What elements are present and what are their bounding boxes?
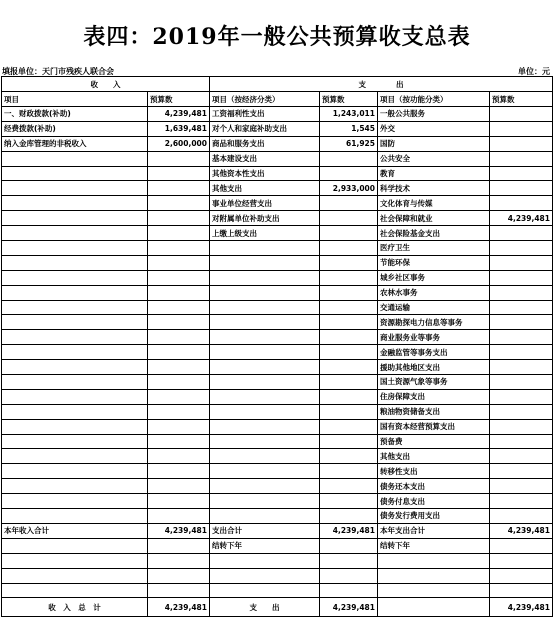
col-header-budget-func: 预算数 — [490, 92, 553, 107]
econ-item-cell — [210, 494, 320, 509]
income-item-cell — [2, 300, 148, 315]
func-amount-cell — [490, 255, 553, 270]
econ-item-cell: 支出合计 — [210, 523, 320, 538]
table-row — [2, 285, 553, 300]
func-amount-cell — [490, 181, 553, 196]
econ-amount-cell — [320, 494, 378, 509]
col-header-item: 项目 — [2, 92, 148, 107]
income-item-cell: 经费拨款(补助) — [2, 121, 148, 136]
econ-item-cell: 其他支出 — [210, 181, 320, 196]
income-amount-cell — [148, 494, 210, 509]
income-item-cell — [2, 509, 148, 524]
income-amount-cell — [148, 568, 210, 583]
income-item-cell — [2, 315, 148, 330]
func-amount-cell — [490, 538, 553, 553]
func-item-cell: 教育 — [378, 166, 490, 181]
income-item-cell — [2, 538, 148, 553]
func-amount-cell — [490, 509, 553, 524]
econ-item-cell: 对附属单位补助支出 — [210, 211, 320, 226]
func-item-cell: 结转下年 — [378, 538, 490, 553]
col-header-budget-income: 预算数 — [148, 92, 210, 107]
func-item-cell: 本年支出合计 — [378, 523, 490, 538]
income-item-cell: 一、财政拨款(补助) — [2, 107, 148, 122]
income-amount-cell — [148, 255, 210, 270]
income-amount-cell — [148, 300, 210, 315]
econ-amount-cell — [320, 375, 378, 390]
income-amount-cell — [148, 330, 210, 345]
expenditure-total-amount: 4,239,481 — [320, 598, 378, 617]
income-item-cell — [2, 389, 148, 404]
econ-item-cell — [210, 449, 320, 464]
income-item-cell — [2, 434, 148, 449]
func-amount-cell — [490, 360, 553, 375]
econ-item-cell — [210, 404, 320, 419]
table-row — [2, 107, 553, 122]
income-amount-cell: 2,600,000 — [148, 136, 210, 151]
income-amount-cell — [148, 270, 210, 285]
econ-amount-cell: 1,243,011 — [320, 107, 378, 122]
table-row — [2, 449, 553, 464]
income-amount-cell — [148, 389, 210, 404]
econ-amount-cell — [320, 255, 378, 270]
income-item-cell — [2, 404, 148, 419]
table-row — [2, 538, 553, 553]
section-header-row — [2, 77, 553, 92]
table-row — [2, 404, 553, 419]
income-amount-cell — [148, 151, 210, 166]
income-item-cell — [2, 196, 148, 211]
econ-item-cell — [210, 509, 320, 524]
table-row — [2, 166, 553, 181]
econ-amount-cell — [320, 241, 378, 256]
table-row — [2, 509, 553, 524]
econ-amount-cell — [320, 583, 378, 598]
income-amount-cell — [148, 375, 210, 390]
income-amount-cell — [148, 419, 210, 434]
income-amount-cell — [148, 509, 210, 524]
func-item-cell: 债务付息支出 — [378, 494, 490, 509]
func-item-cell: 预备费 — [378, 434, 490, 449]
func-amount-cell — [490, 330, 553, 345]
econ-amount-cell — [320, 538, 378, 553]
table-row — [2, 181, 553, 196]
table-row — [2, 241, 553, 256]
func-total-amount: 4,239,481 — [490, 598, 553, 617]
table-row — [2, 136, 553, 151]
income-item-cell — [2, 583, 148, 598]
income-item-cell — [2, 568, 148, 583]
func-amount-cell: 4,239,481 — [490, 211, 553, 226]
econ-item-cell — [210, 464, 320, 479]
func-item-cell: 节能环保 — [378, 255, 490, 270]
func-amount-cell — [490, 404, 553, 419]
func-item-cell: 其他支出 — [378, 449, 490, 464]
func-amount-cell — [490, 270, 553, 285]
econ-amount-cell: 1,545 — [320, 121, 378, 136]
income-amount-cell — [148, 226, 210, 241]
income-item-cell — [2, 464, 148, 479]
table-row — [2, 211, 553, 226]
income-amount-cell — [148, 196, 210, 211]
func-item-cell: 债务发行费用支出 — [378, 509, 490, 524]
func-amount-cell — [490, 241, 553, 256]
table-row — [2, 494, 553, 509]
table-row — [2, 523, 553, 538]
func-item-cell — [378, 568, 490, 583]
econ-amount-cell — [320, 479, 378, 494]
econ-amount-cell — [320, 449, 378, 464]
func-item-cell: 社会保险基金支出 — [378, 226, 490, 241]
table-row — [2, 196, 553, 211]
econ-amount-cell — [320, 285, 378, 300]
func-item-cell: 国土资源气象等事务 — [378, 375, 490, 390]
table-row — [2, 583, 553, 598]
func-item-cell: 商业服务业等事务 — [378, 330, 490, 345]
econ-item-cell: 基本建设支出 — [210, 151, 320, 166]
table-row — [2, 345, 553, 360]
table-row — [2, 151, 553, 166]
table-row — [2, 553, 553, 568]
econ-item-cell — [210, 330, 320, 345]
income-item-cell — [2, 553, 148, 568]
func-amount-cell — [490, 479, 553, 494]
econ-amount-cell — [320, 345, 378, 360]
table-row — [2, 315, 553, 330]
func-amount-cell — [490, 300, 553, 315]
income-amount-cell: 1,639,481 — [148, 121, 210, 136]
econ-amount-cell: 61,925 — [320, 136, 378, 151]
table-row — [2, 375, 553, 390]
func-item-cell: 转移性支出 — [378, 464, 490, 479]
table-row — [2, 300, 553, 315]
econ-item-cell — [210, 255, 320, 270]
func-amount-cell — [490, 107, 553, 122]
income-amount-cell — [148, 181, 210, 196]
func-amount-cell — [490, 568, 553, 583]
econ-item-cell — [210, 270, 320, 285]
income-item-cell — [2, 375, 148, 390]
income-amount-cell — [148, 434, 210, 449]
econ-item-cell — [210, 389, 320, 404]
expenditure-section-header: 支 出 — [210, 77, 553, 92]
econ-amount-cell — [320, 389, 378, 404]
func-item-cell: 文化体育与传媒 — [378, 196, 490, 211]
func-amount-cell — [490, 315, 553, 330]
econ-item-cell: 结转下年 — [210, 538, 320, 553]
econ-item-cell: 上缴上级支出 — [210, 226, 320, 241]
func-item-cell: 援助其他地区支出 — [378, 360, 490, 375]
income-item-cell — [2, 419, 148, 434]
func-amount-cell — [490, 449, 553, 464]
income-item-cell — [2, 166, 148, 181]
econ-item-cell — [210, 285, 320, 300]
func-amount-cell — [490, 226, 553, 241]
econ-amount-cell — [320, 330, 378, 345]
econ-amount-cell — [320, 270, 378, 285]
income-amount-cell — [148, 241, 210, 256]
income-item-cell — [2, 494, 148, 509]
econ-amount-cell — [320, 419, 378, 434]
reporting-unit: 填报单位：天门市残疾人联合会 — [2, 67, 114, 76]
income-item-cell — [2, 211, 148, 226]
currency-unit: 单位：元 — [518, 67, 550, 76]
table-row — [2, 568, 553, 583]
table-row — [2, 226, 553, 241]
func-amount-cell — [490, 166, 553, 181]
econ-amount-cell — [320, 509, 378, 524]
func-item-cell: 科学技术 — [378, 181, 490, 196]
func-amount-cell — [490, 375, 553, 390]
table-row — [2, 464, 553, 479]
income-amount-cell — [148, 538, 210, 553]
func-amount-cell: 4,239,481 — [490, 523, 553, 538]
econ-item-cell — [210, 345, 320, 360]
econ-amount-cell — [320, 166, 378, 181]
income-amount-cell — [148, 404, 210, 419]
income-item-cell — [2, 151, 148, 166]
func-item-cell — [378, 583, 490, 598]
income-section-header: 收 入 — [2, 77, 210, 92]
func-item-cell: 住房保障支出 — [378, 389, 490, 404]
econ-item-cell: 对个人和家庭补助支出 — [210, 121, 320, 136]
func-item-cell: 农林水事务 — [378, 285, 490, 300]
income-amount-cell — [148, 553, 210, 568]
table-row — [2, 255, 553, 270]
table-row — [2, 330, 553, 345]
econ-amount-cell — [320, 568, 378, 583]
econ-amount-cell — [320, 300, 378, 315]
econ-item-cell — [210, 375, 320, 390]
econ-amount-cell — [320, 211, 378, 226]
func-amount-cell — [490, 151, 553, 166]
econ-item-cell — [210, 434, 320, 449]
income-amount-cell — [148, 449, 210, 464]
func-amount-cell — [490, 389, 553, 404]
income-item-cell: 本年收入合计 — [2, 523, 148, 538]
func-amount-cell — [490, 494, 553, 509]
func-total-label — [378, 598, 490, 617]
func-amount-cell — [490, 196, 553, 211]
table-row — [2, 121, 553, 136]
func-amount-cell — [490, 285, 553, 300]
income-item-cell: 纳入金库管理的非税收入 — [2, 136, 148, 151]
func-item-cell: 资源勘探电力信息等事务 — [378, 315, 490, 330]
income-amount-cell — [148, 464, 210, 479]
econ-amount-cell — [320, 226, 378, 241]
econ-amount-cell — [320, 404, 378, 419]
income-item-cell — [2, 241, 148, 256]
func-amount-cell — [490, 464, 553, 479]
func-amount-cell — [490, 583, 553, 598]
table-row — [2, 389, 553, 404]
func-amount-cell — [490, 136, 553, 151]
col-header-func: 项目（按功能分类） — [378, 92, 490, 107]
income-total-label: 收 入 总 计 — [2, 598, 148, 617]
income-amount-cell — [148, 360, 210, 375]
func-amount-cell — [490, 419, 553, 434]
econ-item-cell: 商品和服务支出 — [210, 136, 320, 151]
econ-amount-cell — [320, 434, 378, 449]
econ-item-cell — [210, 479, 320, 494]
income-amount-cell: 4,239,481 — [148, 107, 210, 122]
econ-item-cell — [210, 360, 320, 375]
func-item-cell: 粮油物资储备支出 — [378, 404, 490, 419]
econ-item-cell — [210, 568, 320, 583]
econ-amount-cell — [320, 315, 378, 330]
func-item-cell: 国防 — [378, 136, 490, 151]
func-item-cell: 一般公共服务 — [378, 107, 490, 122]
income-item-cell — [2, 285, 148, 300]
table-row — [2, 479, 553, 494]
func-item-cell — [378, 553, 490, 568]
func-item-cell: 公共安全 — [378, 151, 490, 166]
func-item-cell: 外交 — [378, 121, 490, 136]
income-total-amount: 4,239,481 — [148, 598, 210, 617]
func-item-cell: 交通运输 — [378, 300, 490, 315]
econ-item-cell — [210, 315, 320, 330]
income-item-cell — [2, 449, 148, 464]
econ-item-cell — [210, 553, 320, 568]
econ-item-cell: 其他资本性支出 — [210, 166, 320, 181]
func-item-cell: 医疗卫生 — [378, 241, 490, 256]
income-amount-cell — [148, 285, 210, 300]
econ-item-cell: 工资福利性支出 — [210, 107, 320, 122]
budget-table — [1, 76, 553, 617]
func-item-cell: 国有资本经营预算支出 — [378, 419, 490, 434]
grand-total-row — [2, 598, 553, 617]
income-item-cell — [2, 226, 148, 241]
expenditure-total-label: 支 出 — [210, 598, 320, 617]
table-row — [2, 419, 553, 434]
econ-amount-cell: 2,933,000 — [320, 181, 378, 196]
func-amount-cell — [490, 121, 553, 136]
col-header-econ: 项目（按经济分类） — [210, 92, 320, 107]
econ-item-cell — [210, 300, 320, 315]
income-item-cell — [2, 345, 148, 360]
func-amount-cell — [490, 345, 553, 360]
table-row — [2, 270, 553, 285]
col-header-budget-econ: 预算数 — [320, 92, 378, 107]
income-amount-cell: 4,239,481 — [148, 523, 210, 538]
table-row — [2, 360, 553, 375]
func-amount-cell — [490, 553, 553, 568]
econ-item-cell — [210, 419, 320, 434]
func-item-cell: 债务还本支出 — [378, 479, 490, 494]
econ-amount-cell: 4,239,481 — [320, 523, 378, 538]
econ-amount-cell — [320, 553, 378, 568]
func-item-cell: 金融监管等事务支出 — [378, 345, 490, 360]
report-title: 表四：2019年一般公共预算收支总表 — [83, 24, 471, 50]
econ-amount-cell — [320, 360, 378, 375]
income-amount-cell — [148, 166, 210, 181]
econ-amount-cell — [320, 196, 378, 211]
column-header-row — [2, 92, 553, 107]
income-item-cell — [2, 255, 148, 270]
econ-item-cell: 事业单位经营支出 — [210, 196, 320, 211]
income-item-cell — [2, 270, 148, 285]
income-item-cell — [2, 360, 148, 375]
income-amount-cell — [148, 583, 210, 598]
income-item-cell — [2, 330, 148, 345]
table-row — [2, 434, 553, 449]
income-amount-cell — [148, 345, 210, 360]
econ-item-cell — [210, 583, 320, 598]
func-item-cell: 社会保障和就业 — [378, 211, 490, 226]
income-amount-cell — [148, 479, 210, 494]
income-item-cell — [2, 181, 148, 196]
func-amount-cell — [490, 434, 553, 449]
econ-amount-cell — [320, 151, 378, 166]
econ-amount-cell — [320, 464, 378, 479]
income-amount-cell — [148, 315, 210, 330]
func-item-cell: 城乡社区事务 — [378, 270, 490, 285]
income-amount-cell — [148, 211, 210, 226]
income-item-cell — [2, 479, 148, 494]
econ-item-cell — [210, 241, 320, 256]
